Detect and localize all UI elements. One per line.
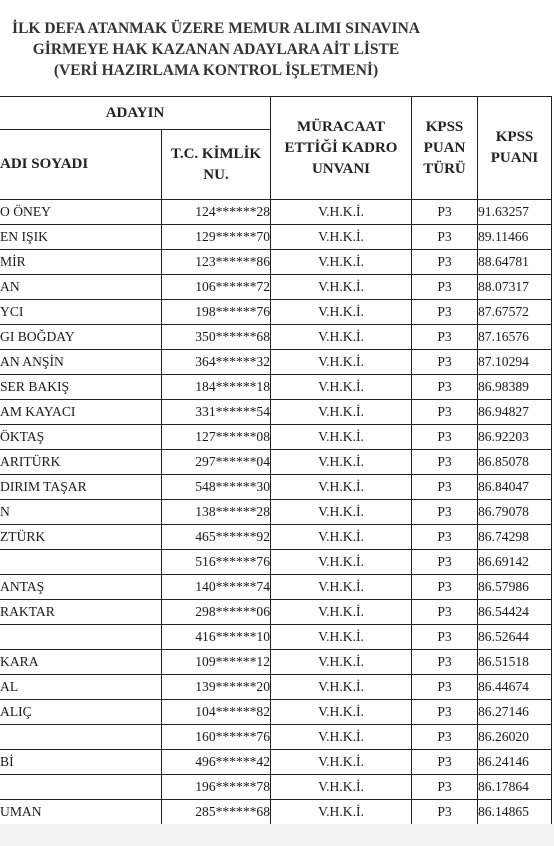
header-muracaat: MÜRACAAT ETTİĞİ KADRO UNVANI xyxy=(271,97,412,200)
tc-kimlik: 124******28 xyxy=(162,200,271,225)
tc-kimlik: 129******70 xyxy=(162,225,271,250)
kadro-unvani: V.H.K.İ. xyxy=(271,375,412,400)
table-row xyxy=(0,250,552,275)
kadro-unvani: V.H.K.İ. xyxy=(271,775,412,800)
candidate-name: YCI xyxy=(0,300,162,325)
table-row xyxy=(0,750,552,775)
kpss-puani: 91.63257 xyxy=(478,200,552,225)
kadro-unvani: V.H.K.İ. xyxy=(271,525,412,550)
kpss-puani: 86.69142 xyxy=(478,550,552,575)
puan-turu: P3 xyxy=(412,625,478,650)
candidate-name: AN ANŞİN xyxy=(0,350,162,375)
table-row xyxy=(0,325,552,350)
puan-turu: P3 xyxy=(412,650,478,675)
puan-turu: P3 xyxy=(412,400,478,425)
kpss-puani: 86.92203 xyxy=(478,425,552,450)
kpss-puani: 86.27146 xyxy=(478,700,552,725)
table-row xyxy=(0,525,552,550)
kpss-puani: 86.79078 xyxy=(478,500,552,525)
candidate-name: GI BOĞDAY xyxy=(0,325,162,350)
puan-turu: P3 xyxy=(412,700,478,725)
kpss-puani: 86.98389 xyxy=(478,375,552,400)
puan-turu: P3 xyxy=(412,550,478,575)
table-row xyxy=(0,725,552,750)
tc-kimlik: 285******68 xyxy=(162,800,271,825)
table-row xyxy=(0,675,552,700)
title-line-3: (VERİ HAZIRLAMA KONTROL İŞLETMENİ) xyxy=(53,62,379,79)
kpss-puani: 86.84047 xyxy=(478,475,552,500)
kpss-puani: 86.44674 xyxy=(478,675,552,700)
kpss-puani: 86.54424 xyxy=(478,600,552,625)
candidate-name: AM KAYACI xyxy=(0,400,162,425)
puan-turu: P3 xyxy=(412,350,478,375)
kadro-unvani: V.H.K.İ. xyxy=(271,325,412,350)
kpss-puani: 86.26020 xyxy=(478,725,552,750)
kpss-puani: 86.94827 xyxy=(478,400,552,425)
tc-kimlik: 104******82 xyxy=(162,700,271,725)
candidate-name: MİR xyxy=(0,250,162,275)
candidate-name: O ÖNEY xyxy=(0,200,162,225)
kadro-unvani: V.H.K.İ. xyxy=(271,550,412,575)
puan-turu: P3 xyxy=(412,500,478,525)
title-line-1: İLK DEFA ATANMAK ÜZERE MEMUR ALIMI SINAVINA xyxy=(12,20,420,37)
kpss-puani: 86.14865 xyxy=(478,800,552,825)
header-adi-soyadi: ADI SOYADI xyxy=(0,130,162,200)
tc-kimlik: 123******86 xyxy=(162,250,271,275)
kadro-unvani: V.H.K.İ. xyxy=(271,625,412,650)
puan-turu: P3 xyxy=(412,325,478,350)
kpss-puani: 89.11466 xyxy=(478,225,552,250)
tc-kimlik: 160******76 xyxy=(162,725,271,750)
kpss-puani: 87.16576 xyxy=(478,325,552,350)
table-row xyxy=(0,575,552,600)
puan-turu: P3 xyxy=(412,775,478,800)
table-row xyxy=(0,450,552,475)
candidate-name xyxy=(0,550,162,575)
table-row xyxy=(0,775,552,800)
tc-kimlik: 465******92 xyxy=(162,525,271,550)
candidate-name: ALIÇ xyxy=(0,700,162,725)
kpss-puani: 88.07317 xyxy=(478,275,552,300)
candidate-name: ÖKTAŞ xyxy=(0,425,162,450)
kpss-puani: 86.74298 xyxy=(478,525,552,550)
kadro-unvani: V.H.K.İ. xyxy=(271,575,412,600)
tc-kimlik: 106******72 xyxy=(162,275,271,300)
header-tc-kimlik: T.C. KİMLİK NU. xyxy=(162,130,271,200)
puan-turu: P3 xyxy=(412,300,478,325)
candidate-name: KARA xyxy=(0,650,162,675)
kadro-unvani: V.H.K.İ. xyxy=(271,300,412,325)
candidate-name: ANTAŞ xyxy=(0,575,162,600)
puan-turu: P3 xyxy=(412,275,478,300)
puan-turu: P3 xyxy=(412,600,478,625)
kpss-puani: 87.67572 xyxy=(478,300,552,325)
candidate-name: EN IŞIK xyxy=(0,225,162,250)
header-puani: KPSS PUANI xyxy=(478,97,552,200)
kpss-puani: 87.10294 xyxy=(478,350,552,375)
tc-kimlik: 198******76 xyxy=(162,300,271,325)
table-row xyxy=(0,600,552,625)
table-row xyxy=(0,475,552,500)
kadro-unvani: V.H.K.İ. xyxy=(271,350,412,375)
kadro-unvani: V.H.K.İ. xyxy=(271,450,412,475)
kadro-unvani: V.H.K.İ. xyxy=(271,675,412,700)
kadro-unvani: V.H.K.İ. xyxy=(271,500,412,525)
kadro-unvani: V.H.K.İ. xyxy=(271,725,412,750)
candidate-name: ZTÜRK xyxy=(0,525,162,550)
puan-turu: P3 xyxy=(412,375,478,400)
kpss-puani: 88.64781 xyxy=(478,250,552,275)
tc-kimlik: 184******18 xyxy=(162,375,271,400)
puan-turu: P3 xyxy=(412,425,478,450)
table-body xyxy=(0,200,552,825)
kpss-puani: 86.57986 xyxy=(478,575,552,600)
kpss-puani: 86.85078 xyxy=(478,450,552,475)
page-bottom-bar xyxy=(0,824,554,846)
kadro-unvani: V.H.K.İ. xyxy=(271,750,412,775)
kadro-unvani: V.H.K.İ. xyxy=(271,475,412,500)
table-row xyxy=(0,800,552,825)
candidate-name: UMAN xyxy=(0,800,162,825)
tc-kimlik: 138******28 xyxy=(162,500,271,525)
tc-kimlik: 416******10 xyxy=(162,625,271,650)
tc-kimlik: 196******78 xyxy=(162,775,271,800)
kadro-unvani: V.H.K.İ. xyxy=(271,275,412,300)
candidate-name: N xyxy=(0,500,162,525)
title-line-2: GİRMEYE HAK KAZANAN ADAYLARA AİT LİSTE xyxy=(32,41,400,58)
puan-turu: P3 xyxy=(412,525,478,550)
tc-kimlik: 364******32 xyxy=(162,350,271,375)
table-row xyxy=(0,650,552,675)
table-row xyxy=(0,400,552,425)
candidate-name: AL xyxy=(0,675,162,700)
table-row xyxy=(0,300,552,325)
kadro-unvani: V.H.K.İ. xyxy=(271,225,412,250)
kadro-unvani: V.H.K.İ. xyxy=(271,425,412,450)
candidate-name: AN xyxy=(0,275,162,300)
candidate-name: DIRIM TAŞAR xyxy=(0,475,162,500)
tc-kimlik: 140******74 xyxy=(162,575,271,600)
puan-turu: P3 xyxy=(412,475,478,500)
header-adayin: ADAYIN xyxy=(0,97,271,130)
kadro-unvani: V.H.K.İ. xyxy=(271,250,412,275)
table-row xyxy=(0,225,552,250)
table-row xyxy=(0,500,552,525)
kadro-unvani: V.H.K.İ. xyxy=(271,800,412,825)
puan-turu: P3 xyxy=(412,575,478,600)
document-title xyxy=(0,18,432,81)
puan-turu: P3 xyxy=(412,225,478,250)
candidate-name xyxy=(0,725,162,750)
puan-turu: P3 xyxy=(412,675,478,700)
tc-kimlik: 350******68 xyxy=(162,325,271,350)
kadro-unvani: V.H.K.İ. xyxy=(271,650,412,675)
candidate-table xyxy=(0,96,552,825)
tc-kimlik: 139******20 xyxy=(162,675,271,700)
tc-kimlik: 331******54 xyxy=(162,400,271,425)
kpss-puani: 86.52644 xyxy=(478,625,552,650)
candidate-name: RAKTAR xyxy=(0,600,162,625)
puan-turu: P3 xyxy=(412,250,478,275)
kpss-puani: 86.17864 xyxy=(478,775,552,800)
kpss-puani: 86.51518 xyxy=(478,650,552,675)
table-row xyxy=(0,350,552,375)
tc-kimlik: 109******12 xyxy=(162,650,271,675)
puan-turu: P3 xyxy=(412,725,478,750)
puan-turu: P3 xyxy=(412,800,478,825)
tc-kimlik: 298******06 xyxy=(162,600,271,625)
table-row xyxy=(0,200,552,225)
table-row xyxy=(0,425,552,450)
tc-kimlik: 297******04 xyxy=(162,450,271,475)
kadro-unvani: V.H.K.İ. xyxy=(271,600,412,625)
candidate-name xyxy=(0,625,162,650)
kadro-unvani: V.H.K.İ. xyxy=(271,200,412,225)
tc-kimlik: 516******76 xyxy=(162,550,271,575)
tc-kimlik: 548******30 xyxy=(162,475,271,500)
table-row xyxy=(0,550,552,575)
candidate-name: Bİ xyxy=(0,750,162,775)
kadro-unvani: V.H.K.İ. xyxy=(271,700,412,725)
candidate-name xyxy=(0,775,162,800)
table-row xyxy=(0,375,552,400)
tc-kimlik: 496******42 xyxy=(162,750,271,775)
puan-turu: P3 xyxy=(412,750,478,775)
tc-kimlik: 127******08 xyxy=(162,425,271,450)
kadro-unvani: V.H.K.İ. xyxy=(271,400,412,425)
table-row xyxy=(0,625,552,650)
table-row xyxy=(0,700,552,725)
candidate-name: SER BAKIŞ xyxy=(0,375,162,400)
header-puan-turu: KPSS PUAN TÜRÜ xyxy=(412,97,478,200)
puan-turu: P3 xyxy=(412,450,478,475)
candidate-name: ARITÜRK xyxy=(0,450,162,475)
table-row xyxy=(0,275,552,300)
puan-turu: P3 xyxy=(412,200,478,225)
kpss-puani: 86.24146 xyxy=(478,750,552,775)
